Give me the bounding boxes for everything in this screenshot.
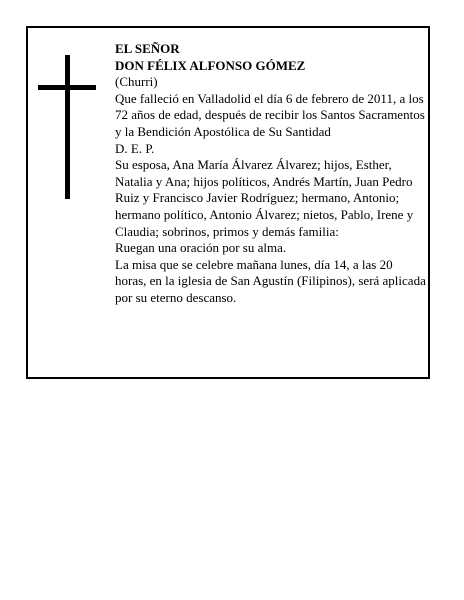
cross-horizontal-bar — [38, 85, 96, 90]
obituary-notice — [26, 26, 430, 379]
deceased-name: DON FÉLIX ALFONSO GÓMEZ — [115, 57, 306, 73]
death-notice: Que falleció en Valladolid el día 6 de febrero de 2011, a los 72 años de edad, después de recibir los Santos Sacramentos y la Bendición Apostólica de Su Santidad — [115, 90, 425, 139]
family-list: Su esposa, Ana María Álvarez Álvarez; hijos, Esther, Natalia y Ana; hijos políticos, Andrés Martín, Juan Pedro Ruiz y Francisco Javier Rodríguez; hermano, Antonio; hermano político, Antonio Álvarez; nietos, Pablo, Irene y Claudia; sobrinos, primos y demás familia: — [115, 157, 414, 239]
title-line-1: EL SEÑOR — [115, 41, 180, 56]
nickname: (Churri) — [115, 74, 158, 90]
cross-vertical-bar — [65, 55, 70, 199]
obituary-text — [115, 41, 427, 307]
cross-icon — [38, 55, 96, 199]
mass-info: La misa que se celebre mañana lunes, día 14, a las 20 horas, en la iglesia de San Agustín (Filipinos), será aplicada por su eterno descanso. — [115, 256, 426, 305]
rip-line: D. E. P. — [115, 140, 155, 156]
prayer-request: Ruegan una oración por su alma. — [115, 240, 287, 256]
